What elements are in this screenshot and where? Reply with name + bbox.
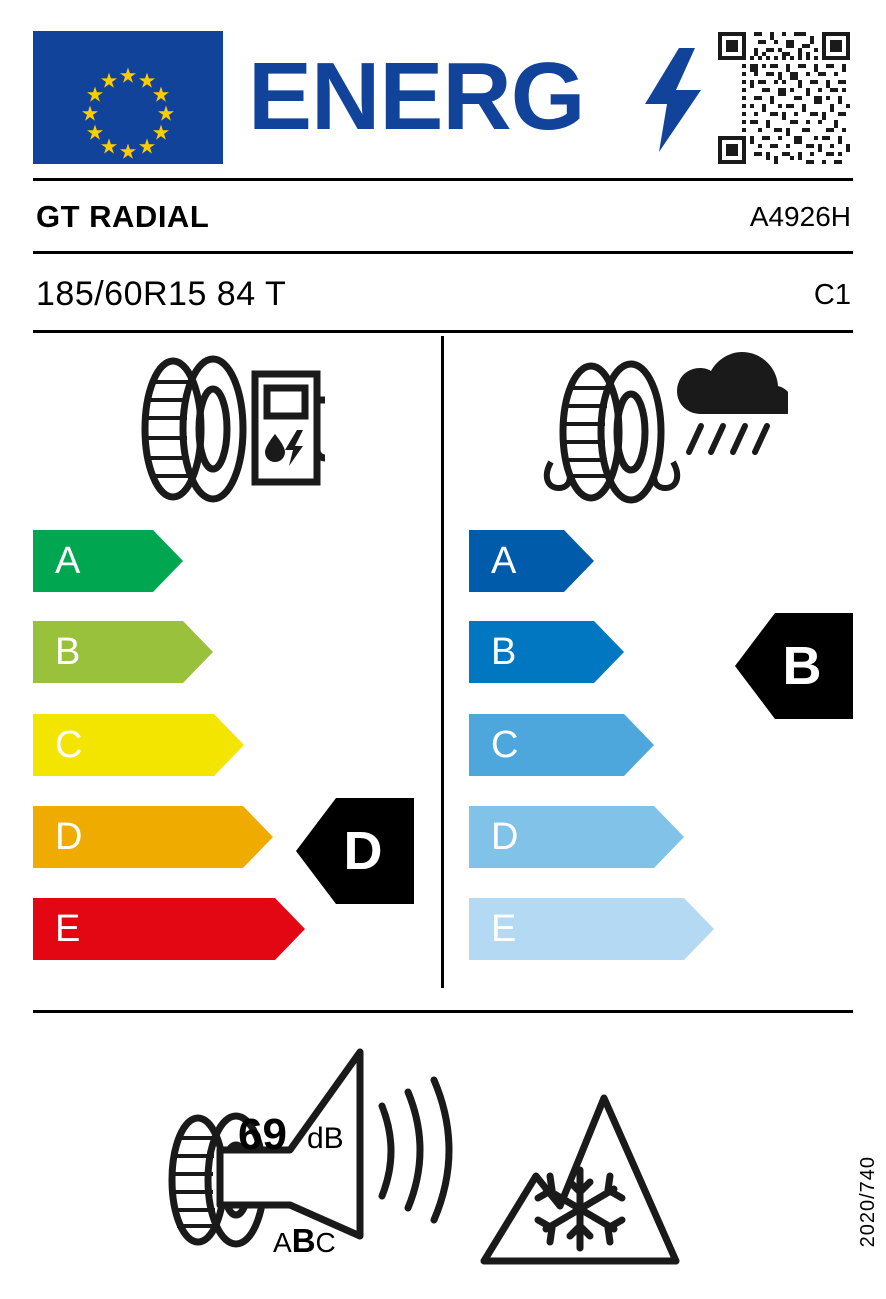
fuel-grade-B	[33, 621, 213, 683]
noise-value: 69	[238, 1110, 287, 1159]
noise-class-A: A	[273, 1227, 292, 1258]
tyre-class: C1	[813, 279, 851, 311]
fuel-grade-A-letter: A	[55, 540, 81, 582]
fuel-rating-letter: D	[343, 821, 383, 881]
wet-grade-C	[469, 714, 654, 776]
noise-class-scale	[273, 1222, 336, 1260]
tyre-size: 185/60R15 84 T	[36, 275, 287, 313]
wet-grade-C-letter: C	[491, 724, 519, 766]
fuel-grade-C-letter: C	[55, 724, 83, 766]
fuel-rating-marker	[296, 798, 414, 904]
noise-class-B: B	[291, 1222, 316, 1259]
fuel-grade-C	[33, 714, 244, 776]
wet-grip-pictogram	[533, 352, 788, 507]
type-code: A4926H	[749, 201, 851, 232]
eu-flag	[33, 31, 223, 164]
qr-code	[718, 32, 850, 164]
wet-rating-letter: B	[782, 636, 822, 696]
wet-grade-A-bar	[469, 530, 594, 592]
divider-grades	[33, 1010, 853, 1013]
fuel-efficiency-pictogram	[125, 352, 325, 507]
noise-class-C: C	[315, 1227, 336, 1258]
divider-brand	[33, 251, 853, 254]
wet-grade-B	[469, 621, 624, 683]
fuel-grade-D	[33, 806, 273, 868]
fuel-grade-A	[33, 530, 183, 592]
wet-rating-marker	[735, 613, 853, 719]
fuel-grade-B-letter: B	[55, 631, 81, 673]
divider-center	[441, 336, 444, 988]
fuel-grade-E-letter: E	[55, 908, 81, 950]
brand-name: GT RADIAL	[36, 199, 210, 234]
wet-grade-B-letter: B	[491, 631, 517, 673]
eu-flag-stars	[33, 31, 223, 164]
energy-wordmark: ENERG	[248, 43, 585, 150]
divider-size	[33, 330, 853, 333]
fuel-grade-E	[33, 898, 305, 960]
wet-grade-A-letter: A	[491, 540, 517, 582]
fuel-grade-D-letter: D	[55, 816, 83, 858]
divider-top	[33, 178, 853, 181]
wet-grade-E-letter: E	[491, 908, 517, 950]
wet-grade-E	[469, 898, 714, 960]
wet-grade-D	[469, 806, 684, 868]
snow-grip-pictogram	[480, 1080, 680, 1265]
noise-unit: dB	[307, 1122, 344, 1155]
label-date-code: 2020/740	[857, 1155, 879, 1247]
lightning-bolt-icon	[645, 48, 701, 152]
wet-grade-A	[469, 530, 594, 592]
wet-grade-D-letter: D	[491, 816, 519, 858]
